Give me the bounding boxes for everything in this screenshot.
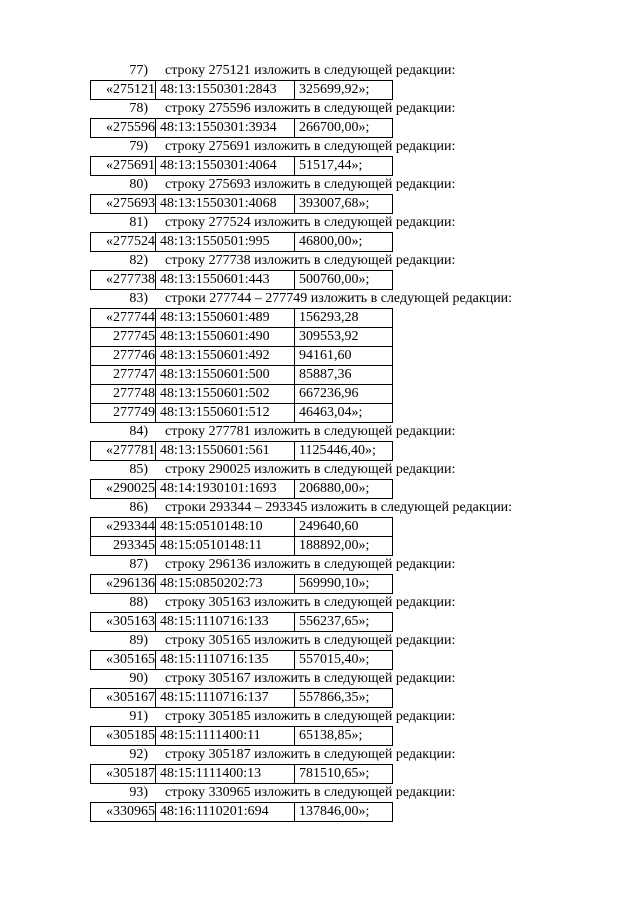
row-number-cell: 293345: [91, 537, 156, 556]
table-row: [91, 195, 393, 214]
row-number-cell: «275691: [91, 157, 156, 176]
row-number-cell: «305187: [91, 765, 156, 784]
amendment-table: [90, 517, 393, 556]
value-cell: 266700,00»;: [295, 119, 393, 138]
table-row: [91, 803, 393, 822]
value-cell: 85887,36: [295, 366, 393, 385]
cadastral-number-cell: 48:13:1550501:995: [156, 233, 295, 252]
cadastral-number-cell: 48:13:1550601:512: [156, 404, 295, 423]
amendment-table: [90, 612, 393, 632]
cadastral-number-cell: 48:15:1110716:135: [156, 651, 295, 670]
value-cell: 309553,92: [295, 328, 393, 347]
table-row: [91, 385, 393, 404]
amendment-instruction: строку 277738 изложить в следующей редакции:: [165, 253, 456, 268]
amendment-table: [90, 650, 393, 670]
cadastral-number-cell: 48:15:0850202:73: [156, 575, 295, 594]
row-number-cell: 277749: [91, 404, 156, 423]
amendment-heading: [0, 252, 640, 270]
value-cell: 46463,04»;: [295, 404, 393, 423]
amendment-instruction: строку 290025 изложить в следующей редакции:: [165, 462, 456, 477]
amendment-instruction: строку 296136 изложить в следующей редакции:: [165, 557, 456, 572]
amendment-heading: [0, 62, 640, 80]
row-number-cell: «330965: [91, 803, 156, 822]
table-row: [91, 518, 393, 537]
item-number: 92): [129, 747, 148, 762]
document-body: [0, 62, 640, 822]
table-row: [91, 157, 393, 176]
table-row: [91, 651, 393, 670]
value-cell: 65138,85»;: [295, 727, 393, 746]
amendment-entry: [0, 499, 640, 556]
value-cell: 325699,92»;: [295, 81, 393, 100]
row-number-cell: «290025: [91, 480, 156, 499]
table-row: [91, 328, 393, 347]
item-number: 89): [129, 633, 148, 648]
item-number: 93): [129, 785, 148, 800]
amendment-table: [90, 441, 393, 461]
amendment-instruction: строку 275596 изложить в следующей редакции:: [165, 101, 456, 116]
value-cell: 500760,00»;: [295, 271, 393, 290]
amendment-entry: [0, 746, 640, 784]
cadastral-number-cell: 48:14:1930101:1693: [156, 480, 295, 499]
table-row: [91, 404, 393, 423]
table-row: [91, 480, 393, 499]
amendment-entry: [0, 423, 640, 461]
amendment-instruction: строку 330965 изложить в следующей редакции:: [165, 785, 456, 800]
amendment-table: [90, 764, 393, 784]
amendment-table: [90, 156, 393, 176]
amendment-instruction: строку 275693 изложить в следующей редакции:: [165, 177, 456, 192]
cadastral-number-cell: 48:16:1110201:694: [156, 803, 295, 822]
cadastral-number-cell: 48:13:1550301:4068: [156, 195, 295, 214]
row-number-cell: «305165: [91, 651, 156, 670]
item-number: 81): [129, 215, 148, 230]
item-number: 79): [129, 139, 148, 154]
row-number-cell: «277524: [91, 233, 156, 252]
amendment-instruction: строку 277524 изложить в следующей редакции:: [165, 215, 456, 230]
item-number: 87): [129, 557, 148, 572]
row-number-cell: 277748: [91, 385, 156, 404]
item-number: 88): [129, 595, 148, 610]
value-cell: 51517,44»;: [295, 157, 393, 176]
cadastral-number-cell: 48:13:1550601:492: [156, 347, 295, 366]
amendment-instruction: строку 305167 изложить в следующей редакции:: [165, 671, 456, 686]
item-number: 91): [129, 709, 148, 724]
row-number-cell: «275121: [91, 81, 156, 100]
table-row: [91, 309, 393, 328]
table-row: [91, 442, 393, 461]
amendment-table: [90, 232, 393, 252]
value-cell: 556237,65»;: [295, 613, 393, 632]
cadastral-number-cell: 48:13:1550601:489: [156, 309, 295, 328]
amendment-entry: [0, 252, 640, 290]
amendment-table: [90, 574, 393, 594]
row-number-cell: «305185: [91, 727, 156, 746]
amendment-heading: [0, 214, 640, 232]
table-row: [91, 81, 393, 100]
amendment-heading: [0, 746, 640, 764]
amendment-table: [90, 194, 393, 214]
cadastral-number-cell: 48:13:1550301:2843: [156, 81, 295, 100]
cadastral-number-cell: 48:15:1110716:137: [156, 689, 295, 708]
value-cell: 557866,35»;: [295, 689, 393, 708]
item-number: 83): [129, 291, 148, 306]
value-cell: 206880,00»;: [295, 480, 393, 499]
cadastral-number-cell: 48:15:1111400:11: [156, 727, 295, 746]
row-number-cell: «275596: [91, 119, 156, 138]
cadastral-number-cell: 48:13:1550601:500: [156, 366, 295, 385]
amendment-instruction: строки 277744 – 277749 изложить в следующей редакции:: [165, 291, 513, 306]
row-number-cell: 277746: [91, 347, 156, 366]
amendment-table: [90, 80, 393, 100]
value-cell: 94161,60: [295, 347, 393, 366]
amendment-table: [90, 726, 393, 746]
row-number-cell: «277744: [91, 309, 156, 328]
amendment-instruction: строку 305185 изложить в следующей редакции:: [165, 709, 456, 724]
value-cell: 557015,40»;: [295, 651, 393, 670]
row-number-cell: 277747: [91, 366, 156, 385]
amendment-entry: [0, 594, 640, 632]
table-row: [91, 347, 393, 366]
value-cell: 667236,96: [295, 385, 393, 404]
value-cell: 188892,00»;: [295, 537, 393, 556]
amendment-heading: [0, 499, 640, 517]
amendment-instruction: строку 277781 изложить в следующей редакции:: [165, 424, 456, 439]
amendment-heading: [0, 594, 640, 612]
amendment-entry: [0, 176, 640, 214]
cadastral-number-cell: 48:13:1550601:502: [156, 385, 295, 404]
amendment-entry: [0, 290, 640, 423]
value-cell: 1125446,40»;: [295, 442, 393, 461]
cadastral-number-cell: 48:15:0510148:11: [156, 537, 295, 556]
cadastral-number-cell: 48:13:1550301:3934: [156, 119, 295, 138]
table-row: [91, 271, 393, 290]
amendment-heading: [0, 708, 640, 726]
amendment-instruction: строки 293344 – 293345 изложить в следующей редакции:: [165, 500, 513, 515]
cadastral-number-cell: 48:15:1111400:13: [156, 765, 295, 784]
amendment-heading: [0, 670, 640, 688]
amendment-table: [90, 118, 393, 138]
amendment-entry: [0, 708, 640, 746]
table-row: [91, 233, 393, 252]
table-row: [91, 575, 393, 594]
cadastral-number-cell: 48:13:1550301:4064: [156, 157, 295, 176]
amendment-entry: [0, 100, 640, 138]
row-number-cell: «275693: [91, 195, 156, 214]
table-row: [91, 366, 393, 385]
row-number-cell: «305163: [91, 613, 156, 632]
value-cell: 393007,68»;: [295, 195, 393, 214]
value-cell: 781510,65»;: [295, 765, 393, 784]
amendment-instruction: строку 275121 изложить в следующей редакции:: [165, 63, 456, 78]
amendment-heading: [0, 176, 640, 194]
amendment-entry: [0, 138, 640, 176]
amendment-instruction: строку 275691 изложить в следующей редакции:: [165, 139, 456, 154]
amendment-entry: [0, 632, 640, 670]
amendment-entry: [0, 784, 640, 822]
table-row: [91, 689, 393, 708]
value-cell: 249640,60: [295, 518, 393, 537]
item-number: 86): [129, 500, 148, 515]
table-row: [91, 537, 393, 556]
row-number-cell: «277738: [91, 271, 156, 290]
value-cell: 137846,00»;: [295, 803, 393, 822]
item-number: 84): [129, 424, 148, 439]
amendment-heading: [0, 100, 640, 118]
value-cell: 156293,28: [295, 309, 393, 328]
amendment-entry: [0, 62, 640, 100]
value-cell: 569990,10»;: [295, 575, 393, 594]
table-row: [91, 765, 393, 784]
amendment-table: [90, 270, 393, 290]
amendment-table: [90, 688, 393, 708]
row-number-cell: «293344: [91, 518, 156, 537]
amendment-heading: [0, 138, 640, 156]
amendment-entry: [0, 670, 640, 708]
amendment-instruction: строку 305187 изложить в следующей редакции:: [165, 747, 456, 762]
table-row: [91, 119, 393, 138]
table-row: [91, 727, 393, 746]
cadastral-number-cell: 48:13:1550601:443: [156, 271, 295, 290]
amendment-heading: [0, 632, 640, 650]
row-number-cell: «305167: [91, 689, 156, 708]
amendment-table: [90, 479, 393, 499]
cadastral-number-cell: 48:15:1110716:133: [156, 613, 295, 632]
amendment-heading: [0, 290, 640, 308]
amendment-heading: [0, 556, 640, 574]
amendment-entry: [0, 556, 640, 594]
amendment-instruction: строку 305163 изложить в следующей редакции:: [165, 595, 456, 610]
item-number: 80): [129, 177, 148, 192]
cadastral-number-cell: 48:13:1550601:490: [156, 328, 295, 347]
item-number: 78): [129, 101, 148, 116]
row-number-cell: «296136: [91, 575, 156, 594]
value-cell: 46800,00»;: [295, 233, 393, 252]
item-number: 85): [129, 462, 148, 477]
table-row: [91, 613, 393, 632]
row-number-cell: «277781: [91, 442, 156, 461]
amendment-entry: [0, 214, 640, 252]
amendment-heading: [0, 461, 640, 479]
row-number-cell: 277745: [91, 328, 156, 347]
amendment-table: [90, 802, 393, 822]
amendment-table: [90, 308, 393, 423]
amendment-heading: [0, 784, 640, 802]
item-number: 90): [129, 671, 148, 686]
amendment-instruction: строку 305165 изложить в следующей редакции:: [165, 633, 456, 648]
item-number: 77): [129, 63, 148, 78]
amendment-entry: [0, 461, 640, 499]
amendment-heading: [0, 423, 640, 441]
cadastral-number-cell: 48:13:1550601:561: [156, 442, 295, 461]
cadastral-number-cell: 48:15:0510148:10: [156, 518, 295, 537]
item-number: 82): [129, 253, 148, 268]
